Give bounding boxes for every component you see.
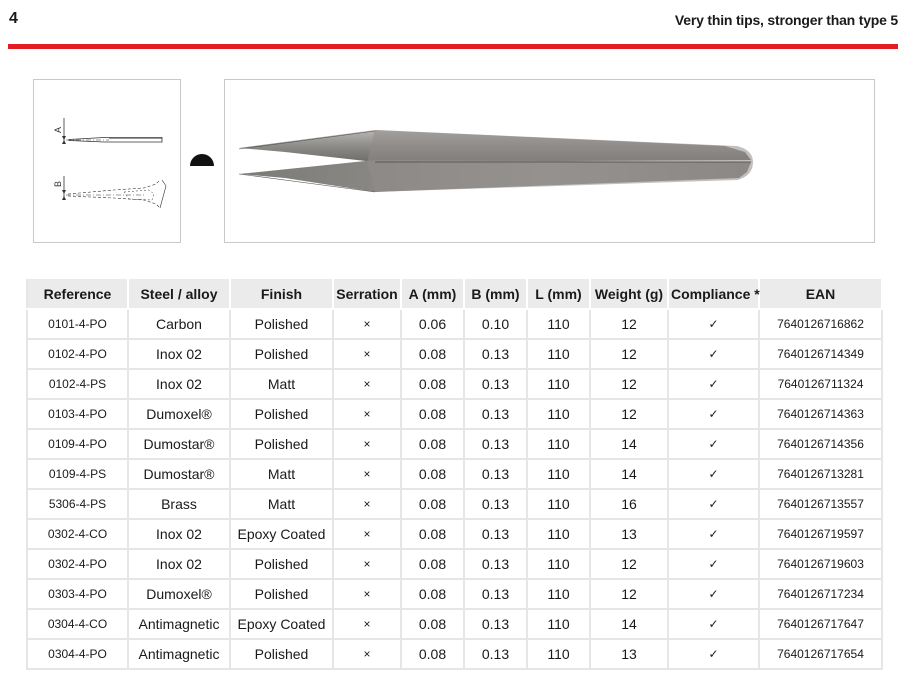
cell-steel-alloy: Dumoxel® — [128, 399, 230, 429]
column-header-serration: Serration — [333, 278, 401, 309]
cell-reference: 0304-4-PO — [27, 639, 128, 669]
cell-steel-alloy: Inox 02 — [128, 519, 230, 549]
cell-compliance: ✓ — [668, 609, 759, 639]
cell-b-mm: 0.13 — [464, 429, 527, 459]
cell-steel-alloy: Antimagnetic — [128, 639, 230, 669]
table-row — [27, 399, 882, 429]
cell-reference: 0102-4-PS — [27, 369, 128, 399]
cell-a-mm: 0.08 — [401, 399, 464, 429]
table-body — [27, 309, 882, 669]
cell-a-mm: 0.08 — [401, 429, 464, 459]
cell-b-mm: 0.13 — [464, 369, 527, 399]
cell-b-mm: 0.13 — [464, 549, 527, 579]
table-row — [27, 459, 882, 489]
cell-finish: Matt — [230, 459, 333, 489]
cell-compliance: ✓ — [668, 399, 759, 429]
cell-ean: 7640126716862 — [759, 309, 882, 339]
cell-serration: × — [333, 489, 401, 519]
column-header-compliance: Compliance * — [668, 278, 759, 309]
cell-compliance: ✓ — [668, 519, 759, 549]
cell-l-mm: 110 — [527, 579, 590, 609]
cell-b-mm: 0.13 — [464, 339, 527, 369]
cell-steel-alloy: Carbon — [128, 309, 230, 339]
cell-weight-g: 14 — [590, 609, 668, 639]
cell-finish: Polished — [230, 579, 333, 609]
cell-ean: 7640126713281 — [759, 459, 882, 489]
table-row — [27, 369, 882, 399]
cell-weight-g: 12 — [590, 339, 668, 369]
cell-weight-g: 13 — [590, 639, 668, 669]
cell-compliance: ✓ — [668, 489, 759, 519]
cell-a-mm: 0.08 — [401, 579, 464, 609]
cell-steel-alloy: Inox 02 — [128, 369, 230, 399]
cell-serration: × — [333, 399, 401, 429]
cell-finish: Epoxy Coated — [230, 519, 333, 549]
cell-ean: 7640126719603 — [759, 549, 882, 579]
table-row — [27, 309, 882, 339]
cell-a-mm: 0.08 — [401, 609, 464, 639]
cell-a-mm: 0.08 — [401, 459, 464, 489]
cell-finish: Polished — [230, 429, 333, 459]
cell-steel-alloy: Dumostar® — [128, 429, 230, 459]
cell-l-mm: 110 — [527, 399, 590, 429]
cell-ean: 7640126714349 — [759, 339, 882, 369]
cell-b-mm: 0.13 — [464, 489, 527, 519]
cell-serration: × — [333, 339, 401, 369]
cell-a-mm: 0.08 — [401, 639, 464, 669]
cell-steel-alloy: Antimagnetic — [128, 609, 230, 639]
cell-serration: × — [333, 609, 401, 639]
cell-weight-g: 16 — [590, 489, 668, 519]
cell-b-mm: 0.13 — [464, 639, 527, 669]
cell-reference: 0302-4-CO — [27, 519, 128, 549]
cell-compliance: ✓ — [668, 549, 759, 579]
cell-ean: 7640126717647 — [759, 609, 882, 639]
cell-reference: 0302-4-PO — [27, 549, 128, 579]
cell-b-mm: 0.13 — [464, 399, 527, 429]
cell-steel-alloy: Inox 02 — [128, 339, 230, 369]
cell-b-mm: 0.13 — [464, 609, 527, 639]
cell-a-mm: 0.08 — [401, 339, 464, 369]
half-round-profile-icon — [188, 150, 218, 170]
cell-l-mm: 110 — [527, 339, 590, 369]
cell-l-mm: 110 — [527, 609, 590, 639]
label-b: B — [53, 180, 63, 188]
cell-compliance: ✓ — [668, 579, 759, 609]
label-a: A — [53, 126, 63, 134]
cell-reference: 0109-4-PS — [27, 459, 128, 489]
cell-weight-g: 12 — [590, 399, 668, 429]
column-header-reference: Reference — [27, 278, 128, 309]
cell-l-mm: 110 — [527, 489, 590, 519]
cell-weight-g: 14 — [590, 429, 668, 459]
cell-weight-g: 12 — [590, 309, 668, 339]
cell-l-mm: 110 — [527, 459, 590, 489]
cell-ean: 7640126711324 — [759, 369, 882, 399]
cell-weight-g: 14 — [590, 459, 668, 489]
cell-serration: × — [333, 459, 401, 489]
tip-dimension-diagram — [33, 79, 181, 243]
column-header-finish: Finish — [230, 278, 333, 309]
cell-serration: × — [333, 309, 401, 339]
table-row — [27, 579, 882, 609]
cell-b-mm: 0.13 — [464, 519, 527, 549]
cell-serration: × — [333, 549, 401, 579]
cell-l-mm: 110 — [527, 639, 590, 669]
cell-serration: × — [333, 369, 401, 399]
cell-l-mm: 110 — [527, 309, 590, 339]
cell-ean: 7640126719597 — [759, 519, 882, 549]
cell-a-mm: 0.08 — [401, 489, 464, 519]
cell-weight-g: 12 — [590, 369, 668, 399]
column-header-b-mm: B (mm) — [464, 278, 527, 309]
column-header-weight-g: Weight (g) — [590, 278, 668, 309]
cell-steel-alloy: Inox 02 — [128, 549, 230, 579]
cell-finish: Epoxy Coated — [230, 609, 333, 639]
dimension-b-drawing — [53, 176, 166, 208]
column-header-l-mm: L (mm) — [527, 278, 590, 309]
cell-b-mm: 0.13 — [464, 459, 527, 489]
cell-l-mm: 110 — [527, 549, 590, 579]
tweezers-photo — [224, 79, 875, 243]
table-header-row — [27, 278, 882, 309]
cell-a-mm: 0.08 — [401, 549, 464, 579]
cell-ean: 7640126714363 — [759, 399, 882, 429]
cell-ean: 7640126717234 — [759, 579, 882, 609]
cell-a-mm: 0.08 — [401, 369, 464, 399]
cell-steel-alloy: Dumoxel® — [128, 579, 230, 609]
cell-finish: Polished — [230, 339, 333, 369]
page-title: Very thin tips, stronger than type 5 — [674, 12, 898, 28]
cell-reference: 0103-4-PO — [27, 399, 128, 429]
cell-serration: × — [333, 429, 401, 459]
cell-serration: × — [333, 519, 401, 549]
cell-steel-alloy: Brass — [128, 489, 230, 519]
cell-weight-g: 13 — [590, 519, 668, 549]
cell-serration: × — [333, 639, 401, 669]
cell-reference: 0304-4-CO — [27, 609, 128, 639]
cell-reference: 0101-4-PO — [27, 309, 128, 339]
table-row — [27, 549, 882, 579]
cell-finish: Polished — [230, 549, 333, 579]
table-row — [27, 489, 882, 519]
cell-l-mm: 110 — [527, 369, 590, 399]
table-row — [27, 519, 882, 549]
cell-compliance: ✓ — [668, 369, 759, 399]
cell-compliance: ✓ — [668, 309, 759, 339]
dimension-a-drawing — [53, 118, 162, 144]
cell-ean: 7640126714356 — [759, 429, 882, 459]
cell-compliance: ✓ — [668, 639, 759, 669]
cell-l-mm: 110 — [527, 519, 590, 549]
table-row — [27, 639, 882, 669]
cell-finish: Polished — [230, 399, 333, 429]
column-header-steel-alloy: Steel / alloy — [128, 278, 230, 309]
cell-ean: 7640126717654 — [759, 639, 882, 669]
cell-finish: Matt — [230, 489, 333, 519]
column-header-a-mm: A (mm) — [401, 278, 464, 309]
product-spec-table — [26, 277, 883, 670]
cell-reference: 5306-4-PS — [27, 489, 128, 519]
cell-finish: Polished — [230, 309, 333, 339]
table-row — [27, 339, 882, 369]
cell-compliance: ✓ — [668, 459, 759, 489]
cell-reference: 0109-4-PO — [27, 429, 128, 459]
cell-reference: 0303-4-PO — [27, 579, 128, 609]
table-row — [27, 609, 882, 639]
cell-weight-g: 12 — [590, 579, 668, 609]
header-divider — [8, 44, 898, 49]
table-row — [27, 429, 882, 459]
page-number: 4 — [9, 10, 18, 27]
cell-finish: Polished — [230, 639, 333, 669]
cell-finish: Matt — [230, 369, 333, 399]
cell-steel-alloy: Dumostar® — [128, 459, 230, 489]
cell-weight-g: 12 — [590, 549, 668, 579]
cell-a-mm: 0.08 — [401, 519, 464, 549]
cell-a-mm: 0.06 — [401, 309, 464, 339]
cell-b-mm: 0.10 — [464, 309, 527, 339]
cell-serration: × — [333, 579, 401, 609]
cell-l-mm: 110 — [527, 429, 590, 459]
cell-compliance: ✓ — [668, 429, 759, 459]
cell-b-mm: 0.13 — [464, 579, 527, 609]
cell-reference: 0102-4-PO — [27, 339, 128, 369]
column-header-ean: EAN — [759, 278, 882, 309]
cell-ean: 7640126713557 — [759, 489, 882, 519]
cell-compliance: ✓ — [668, 339, 759, 369]
